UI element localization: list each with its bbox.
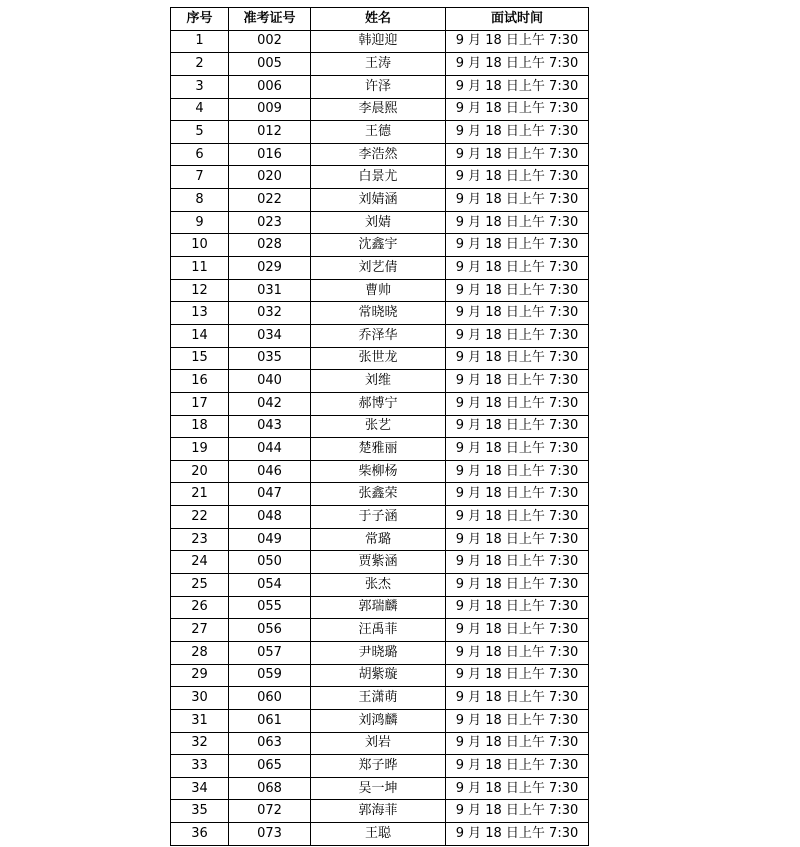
cell-interview-time: 9 月 18 日上午 7:30 (446, 777, 589, 800)
cell-exam-ticket-no: 042 (229, 392, 311, 415)
cell-name: 王德 (311, 121, 446, 144)
table-row (171, 528, 589, 551)
cell-exam-ticket-no: 056 (229, 619, 311, 642)
cell-name: 郝博宁 (311, 392, 446, 415)
table-row (171, 619, 589, 642)
cell-interview-time: 9 月 18 日上午 7:30 (446, 709, 589, 732)
cell-name: 乔泽华 (311, 324, 446, 347)
cell-exam-ticket-no: 063 (229, 732, 311, 755)
table-body (171, 30, 589, 845)
table-row (171, 777, 589, 800)
cell-interview-time: 9 月 18 日上午 7:30 (446, 302, 589, 325)
table-row (171, 143, 589, 166)
cell-interview-time: 9 月 18 日上午 7:30 (446, 166, 589, 189)
table-row (171, 506, 589, 529)
cell-interview-time: 9 月 18 日上午 7:30 (446, 619, 589, 642)
table-row (171, 166, 589, 189)
header-name: 姓名 (311, 8, 446, 31)
cell-name: 常璐 (311, 528, 446, 551)
cell-seq-no: 24 (171, 551, 229, 574)
cell-seq-no: 4 (171, 98, 229, 121)
cell-seq-no: 29 (171, 664, 229, 687)
cell-interview-time: 9 月 18 日上午 7:30 (446, 324, 589, 347)
table-row (171, 460, 589, 483)
cell-interview-time: 9 月 18 日上午 7:30 (446, 687, 589, 710)
table-row (171, 596, 589, 619)
cell-seq-no: 11 (171, 257, 229, 280)
cell-exam-ticket-no: 048 (229, 506, 311, 529)
cell-exam-ticket-no: 020 (229, 166, 311, 189)
cell-interview-time: 9 月 18 日上午 7:30 (446, 574, 589, 597)
cell-interview-time: 9 月 18 日上午 7:30 (446, 211, 589, 234)
cell-seq-no: 23 (171, 528, 229, 551)
cell-name: 刘岩 (311, 732, 446, 755)
cell-interview-time: 9 月 18 日上午 7:30 (446, 438, 589, 461)
cell-seq-no: 19 (171, 438, 229, 461)
cell-exam-ticket-no: 040 (229, 370, 311, 393)
cell-seq-no: 7 (171, 166, 229, 189)
header-interview-time: 面试时间 (446, 8, 589, 31)
table-row (171, 800, 589, 823)
cell-exam-ticket-no: 055 (229, 596, 311, 619)
cell-exam-ticket-no: 072 (229, 800, 311, 823)
cell-exam-ticket-no: 046 (229, 460, 311, 483)
table-row (171, 823, 589, 846)
cell-name: 柴柳杨 (311, 460, 446, 483)
header-exam-ticket-no: 准考证号 (229, 8, 311, 31)
cell-seq-no: 32 (171, 732, 229, 755)
table-row (171, 483, 589, 506)
cell-exam-ticket-no: 012 (229, 121, 311, 144)
cell-exam-ticket-no: 068 (229, 777, 311, 800)
cell-interview-time: 9 月 18 日上午 7:30 (446, 506, 589, 529)
cell-name: 刘艺倩 (311, 257, 446, 280)
cell-name: 楚雅丽 (311, 438, 446, 461)
cell-name: 白景尤 (311, 166, 446, 189)
table-row (171, 574, 589, 597)
cell-name: 许泽 (311, 75, 446, 98)
cell-seq-no: 12 (171, 279, 229, 302)
cell-name: 汪禹菲 (311, 619, 446, 642)
cell-interview-time: 9 月 18 日上午 7:30 (446, 347, 589, 370)
table-header-row (171, 8, 589, 31)
table-row (171, 664, 589, 687)
cell-exam-ticket-no: 023 (229, 211, 311, 234)
cell-seq-no: 27 (171, 619, 229, 642)
cell-exam-ticket-no: 050 (229, 551, 311, 574)
cell-name: 常晓晓 (311, 302, 446, 325)
cell-name: 张艺 (311, 415, 446, 438)
cell-name: 刘维 (311, 370, 446, 393)
cell-name: 王涛 (311, 53, 446, 76)
cell-name: 韩迎迎 (311, 30, 446, 53)
cell-name: 张杰 (311, 574, 446, 597)
table-row (171, 641, 589, 664)
interview-schedule-table (170, 7, 589, 846)
cell-seq-no: 1 (171, 30, 229, 53)
cell-exam-ticket-no: 005 (229, 53, 311, 76)
cell-name: 张鑫荣 (311, 483, 446, 506)
cell-exam-ticket-no: 016 (229, 143, 311, 166)
cell-exam-ticket-no: 022 (229, 189, 311, 212)
cell-exam-ticket-no: 006 (229, 75, 311, 98)
table-row (171, 302, 589, 325)
table-row (171, 121, 589, 144)
cell-seq-no: 9 (171, 211, 229, 234)
table-row (171, 53, 589, 76)
cell-name: 郑子晔 (311, 755, 446, 778)
cell-interview-time: 9 月 18 日上午 7:30 (446, 257, 589, 280)
cell-seq-no: 25 (171, 574, 229, 597)
table-row (171, 687, 589, 710)
cell-interview-time: 9 月 18 日上午 7:30 (446, 596, 589, 619)
table-row (171, 551, 589, 574)
cell-name: 贾紫涵 (311, 551, 446, 574)
cell-exam-ticket-no: 028 (229, 234, 311, 257)
cell-interview-time: 9 月 18 日上午 7:30 (446, 415, 589, 438)
cell-seq-no: 26 (171, 596, 229, 619)
table-row (171, 189, 589, 212)
table-row (171, 347, 589, 370)
cell-name: 张世龙 (311, 347, 446, 370)
cell-name: 郭海菲 (311, 800, 446, 823)
cell-interview-time: 9 月 18 日上午 7:30 (446, 664, 589, 687)
cell-interview-time: 9 月 18 日上午 7:30 (446, 392, 589, 415)
cell-interview-time: 9 月 18 日上午 7:30 (446, 823, 589, 846)
cell-interview-time: 9 月 18 日上午 7:30 (446, 755, 589, 778)
cell-exam-ticket-no: 029 (229, 257, 311, 280)
cell-seq-no: 16 (171, 370, 229, 393)
cell-interview-time: 9 月 18 日上午 7:30 (446, 189, 589, 212)
table-row (171, 75, 589, 98)
cell-interview-time: 9 月 18 日上午 7:30 (446, 121, 589, 144)
cell-name: 王聪 (311, 823, 446, 846)
cell-exam-ticket-no: 061 (229, 709, 311, 732)
table-row (171, 98, 589, 121)
cell-exam-ticket-no: 034 (229, 324, 311, 347)
cell-interview-time: 9 月 18 日上午 7:30 (446, 732, 589, 755)
cell-name: 刘婧 (311, 211, 446, 234)
cell-exam-ticket-no: 031 (229, 279, 311, 302)
cell-exam-ticket-no: 035 (229, 347, 311, 370)
table-row (171, 755, 589, 778)
table-row (171, 438, 589, 461)
cell-name: 李浩然 (311, 143, 446, 166)
table-row (171, 370, 589, 393)
table-row (171, 324, 589, 347)
cell-interview-time: 9 月 18 日上午 7:30 (446, 234, 589, 257)
cell-seq-no: 33 (171, 755, 229, 778)
cell-seq-no: 18 (171, 415, 229, 438)
cell-exam-ticket-no: 044 (229, 438, 311, 461)
table-row (171, 709, 589, 732)
cell-exam-ticket-no: 002 (229, 30, 311, 53)
cell-name: 曹帅 (311, 279, 446, 302)
cell-interview-time: 9 月 18 日上午 7:30 (446, 641, 589, 664)
cell-seq-no: 10 (171, 234, 229, 257)
cell-name: 刘鸿麟 (311, 709, 446, 732)
table-row (171, 392, 589, 415)
cell-exam-ticket-no: 032 (229, 302, 311, 325)
cell-interview-time: 9 月 18 日上午 7:30 (446, 551, 589, 574)
cell-seq-no: 28 (171, 641, 229, 664)
cell-exam-ticket-no: 009 (229, 98, 311, 121)
cell-seq-no: 22 (171, 506, 229, 529)
cell-exam-ticket-no: 054 (229, 574, 311, 597)
cell-exam-ticket-no: 057 (229, 641, 311, 664)
cell-exam-ticket-no: 043 (229, 415, 311, 438)
cell-exam-ticket-no: 049 (229, 528, 311, 551)
cell-interview-time: 9 月 18 日上午 7:30 (446, 30, 589, 53)
cell-interview-time: 9 月 18 日上午 7:30 (446, 528, 589, 551)
cell-interview-time: 9 月 18 日上午 7:30 (446, 143, 589, 166)
cell-seq-no: 21 (171, 483, 229, 506)
table-row (171, 732, 589, 755)
cell-exam-ticket-no: 059 (229, 664, 311, 687)
cell-seq-no: 31 (171, 709, 229, 732)
table-row (171, 415, 589, 438)
cell-name: 尹晓璐 (311, 641, 446, 664)
cell-interview-time: 9 月 18 日上午 7:30 (446, 279, 589, 302)
cell-interview-time: 9 月 18 日上午 7:30 (446, 53, 589, 76)
cell-name: 郭瑞麟 (311, 596, 446, 619)
cell-name: 胡紫璇 (311, 664, 446, 687)
table-row (171, 30, 589, 53)
cell-seq-no: 34 (171, 777, 229, 800)
cell-seq-no: 13 (171, 302, 229, 325)
cell-seq-no: 36 (171, 823, 229, 846)
cell-seq-no: 8 (171, 189, 229, 212)
cell-seq-no: 5 (171, 121, 229, 144)
cell-seq-no: 30 (171, 687, 229, 710)
cell-seq-no: 2 (171, 53, 229, 76)
table-row (171, 257, 589, 280)
table-row (171, 211, 589, 234)
cell-seq-no: 17 (171, 392, 229, 415)
cell-seq-no: 35 (171, 800, 229, 823)
cell-exam-ticket-no: 047 (229, 483, 311, 506)
cell-interview-time: 9 月 18 日上午 7:30 (446, 75, 589, 98)
cell-name: 沈鑫宇 (311, 234, 446, 257)
cell-name: 于子涵 (311, 506, 446, 529)
cell-interview-time: 9 月 18 日上午 7:30 (446, 98, 589, 121)
cell-seq-no: 14 (171, 324, 229, 347)
cell-interview-time: 9 月 18 日上午 7:30 (446, 483, 589, 506)
cell-name: 吴一坤 (311, 777, 446, 800)
cell-seq-no: 20 (171, 460, 229, 483)
cell-exam-ticket-no: 065 (229, 755, 311, 778)
cell-interview-time: 9 月 18 日上午 7:30 (446, 460, 589, 483)
cell-exam-ticket-no: 073 (229, 823, 311, 846)
table-row (171, 279, 589, 302)
cell-seq-no: 3 (171, 75, 229, 98)
cell-interview-time: 9 月 18 日上午 7:30 (446, 800, 589, 823)
header-seq-no: 序号 (171, 8, 229, 31)
cell-exam-ticket-no: 060 (229, 687, 311, 710)
cell-interview-time: 9 月 18 日上午 7:30 (446, 370, 589, 393)
cell-seq-no: 15 (171, 347, 229, 370)
cell-name: 刘婧涵 (311, 189, 446, 212)
cell-name: 李晨熙 (311, 98, 446, 121)
cell-seq-no: 6 (171, 143, 229, 166)
table-row (171, 234, 589, 257)
cell-name: 王潇萌 (311, 687, 446, 710)
